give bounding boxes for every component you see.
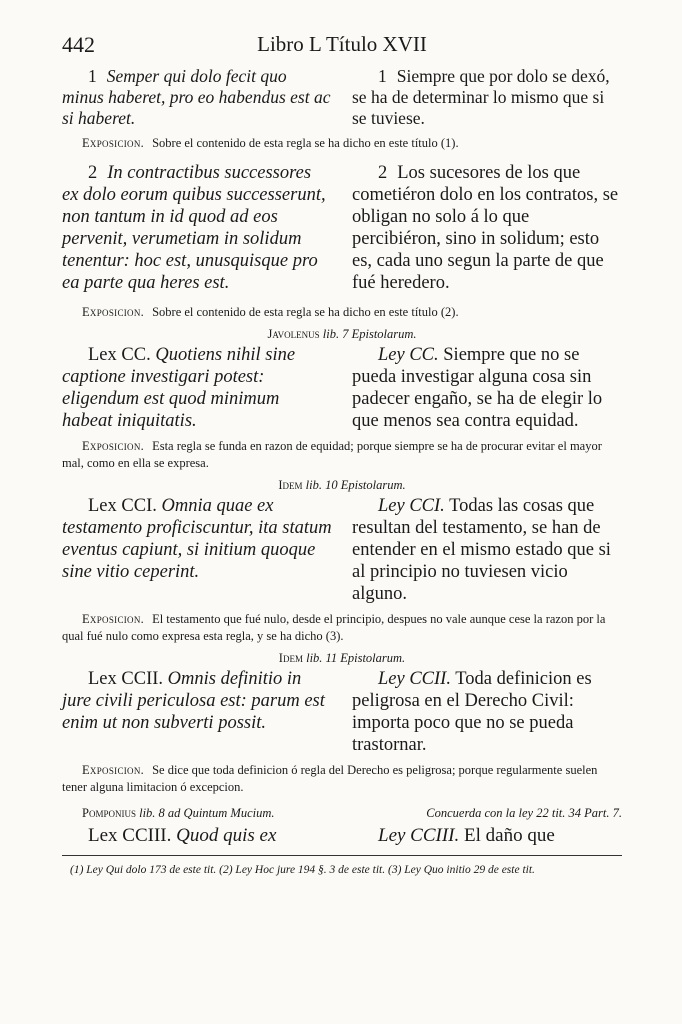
- lex-cciii: [62, 825, 622, 847]
- latin-column: [62, 668, 332, 756]
- lex-cci: [62, 495, 622, 605]
- latin-text: In contractibus successores ex dolo eorum quibus successerunt, non tantum in id quod ad eos pervenit, verumetiam in solidum tenentur: hoc est, unusquisque pro ea parte qua heres est.: [62, 163, 326, 293]
- exposicion-label: Exposicion.: [82, 439, 145, 453]
- exposicion-text: Sobre el contenido de esta regla se ha dicho en este título (2).: [152, 305, 459, 319]
- source-citation: [62, 327, 622, 342]
- exposicion: [62, 135, 622, 152]
- latin-text: Quotiens nihil sine captione investigari potest: eligendum est quod minimum habeat iniquitatis.: [62, 345, 296, 431]
- source-author: Idem: [278, 651, 303, 665]
- source-reference: lib. 7 Epistolarum.: [322, 327, 417, 341]
- spanish-text: Toda definicion es peligrosa en el Derecho Civil: importa poco que no se pueda trastornar.: [352, 669, 592, 755]
- concordance: Concuerda con la ley 22 tit. 34 Part. 7.: [426, 806, 622, 820]
- source-citation: [62, 806, 622, 821]
- rule-2: [62, 162, 622, 294]
- spanish-column: [352, 162, 622, 294]
- exposicion-text: El testamento que fué nulo, desde el principio, despues no vale aunque cese la razon por la qual fué nulo como expresa esta regla, y se ha dicho (3).: [62, 612, 606, 643]
- spanish-text: Todas las cosas que resultan del testamento, se han de entender en el mismo estado que si al principio no tuviesen vicio alguno.: [352, 496, 611, 604]
- page: [62, 28, 622, 878]
- source-citation: [62, 651, 622, 666]
- rule-number-es: 2: [378, 163, 388, 183]
- source-reference: lib. 10 Epistolarum.: [305, 478, 406, 492]
- spanish-column: [352, 668, 622, 756]
- lex-number: Lex CCI.: [88, 496, 157, 516]
- source-author: Javolenus: [267, 327, 320, 341]
- latin-column: [62, 825, 332, 847]
- lex-cc: [62, 344, 622, 432]
- ley-number: Ley CCII.: [378, 669, 451, 689]
- footnote-divider: [62, 855, 622, 856]
- rule-number: 2: [88, 163, 98, 183]
- ley-number: Ley CCIII.: [378, 825, 460, 846]
- lex-ccii: [62, 668, 622, 756]
- ley-number: Ley CCI.: [378, 496, 445, 516]
- lex-number: Lex CC.: [88, 345, 151, 365]
- exposicion-label: Exposicion.: [82, 136, 145, 150]
- exposicion-label: Exposicion.: [82, 305, 145, 319]
- ley-number: Ley CC.: [378, 345, 439, 365]
- exposicion: [62, 762, 622, 796]
- rule-1: [62, 66, 622, 129]
- spanish-column: [352, 344, 622, 432]
- rule-number: 1: [88, 66, 97, 86]
- source-author: Idem: [278, 478, 303, 492]
- latin-column: [62, 162, 332, 294]
- latin-text: Omnis definitio in jure civili periculosa est: parum est enim ut non subverti possit.: [62, 669, 325, 733]
- exposicion-text: Se dice que toda definicion ó regla del Derecho es peligrosa; porque regularmente suelen tener alguna limitacion ó excepcion.: [62, 763, 598, 794]
- source-citation: [62, 478, 622, 493]
- exposicion: [62, 438, 622, 472]
- spanish-text: El daño que: [464, 825, 555, 846]
- source-reference: lib. 8 ad Quintum Mucium.: [139, 806, 275, 820]
- exposicion-text: Esta regla se funda en razon de equidad; porque siempre se ha de procurar evitar el mayor mal, como en ella se expresa.: [62, 439, 602, 470]
- running-title: Libro L Título XVII: [257, 32, 427, 56]
- latin-text: Omnia quae ex testamento proficiscuntur, ita statum eventus capiunt, si initium quoque sine vitio ceperint.: [62, 496, 332, 582]
- latin-text: Semper qui dolo fecit quo minus haberet, pro eo habendus est ac si haberet.: [62, 66, 331, 128]
- exposicion-label: Exposicion.: [82, 612, 145, 626]
- exposicion-label: Exposicion.: [82, 763, 145, 777]
- spanish-text: Siempre que no se pueda investigar alguna cosa sin padecer engaño, se ha de elegir lo que menos sea contra equidad.: [352, 345, 603, 431]
- exposicion: [62, 611, 622, 645]
- spanish-column: [352, 66, 622, 129]
- exposicion: [62, 304, 622, 321]
- latin-column: [62, 495, 332, 605]
- spanish-column: [352, 825, 622, 847]
- spanish-text: Los sucesores de los que cometiéron dolo en los contratos, se obligan no solo á lo que percibiéron, sino in solidum; esto es, cada uno segun la parte de que fué heredero.: [352, 163, 619, 293]
- spanish-text: Siempre que por dolo se dexó, se ha de determinar lo mismo que si se tuviese.: [352, 66, 610, 128]
- page-header: [62, 28, 622, 58]
- footnotes: (1) Ley Qui dolo 173 de este tit. (2) Ley Hoc jure 194 §. 3 de este tit. (3) Ley Quo initio 29 de este tit.: [70, 864, 535, 876]
- latin-column: [62, 344, 332, 432]
- latin-text: Quod quis ex: [176, 825, 277, 846]
- spanish-column: [352, 495, 622, 605]
- lex-number: Lex CCIII.: [88, 825, 172, 846]
- rule-number-es: 1: [378, 66, 387, 86]
- source-reference: lib. 11 Epistolarum.: [306, 651, 406, 665]
- page-number: 442: [62, 32, 95, 57]
- latin-column: [62, 66, 332, 129]
- lex-number: Lex CCII.: [88, 669, 164, 689]
- source-left: [82, 806, 275, 821]
- source-author: Pomponius: [82, 806, 136, 820]
- exposicion-text: Sobre el contenido de esta regla se ha dicho en este título (1).: [152, 136, 459, 150]
